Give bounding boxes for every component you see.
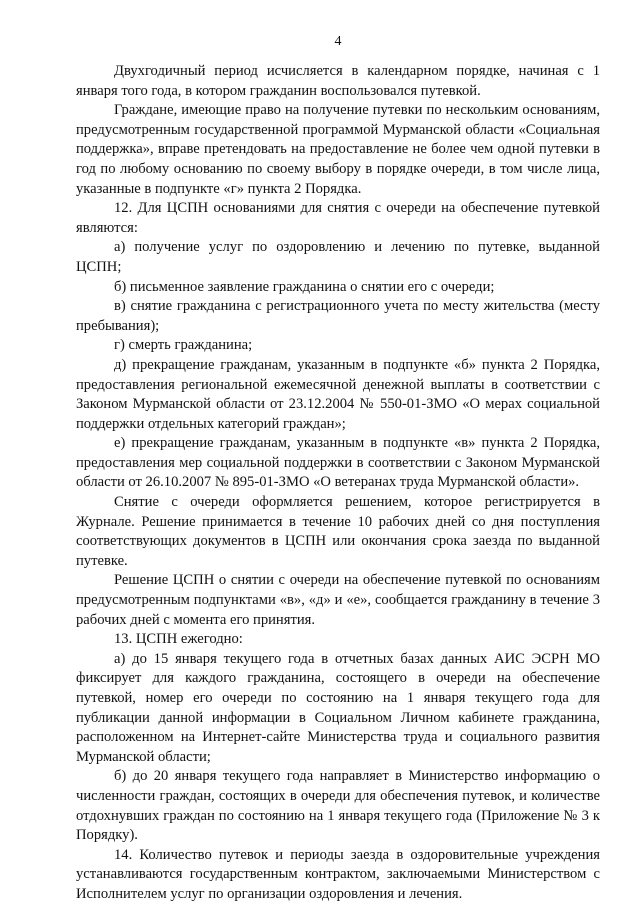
paragraph-6: в) снятие гражданина с регистрационного учета по месту жительства (месту пребывания);: [76, 298, 600, 334]
paragraph-12: 13. ЦСПН ежегодно:: [114, 631, 243, 648]
paragraph-2: Граждане, имеющие право на получение путевки по нескольким основаниям, предусмотренным государственной программой Мурманской области «Социальная поддержка», вправе претендовать на предоставление не более чем одной путевки в год по любому основанию по своему выбору в порядке очереди, в том числе лица, указанные в подпункте «г» пункта 2 Порядка.: [76, 102, 600, 197]
paragraph-5: б) письменное заявление гражданина о снятии его с очереди;: [114, 278, 495, 295]
paragraph-4: а) получение услуг по оздоровлению и лечению по путевке, выданной ЦСПН;: [76, 239, 600, 275]
paragraph-11: Решение ЦСПН о снятии с очереди на обеспечение путевкой по основаниям предусмотренным подпунктами «в», «д» и «е», сообщается гражданину в течение 3 рабочих дней с момента его принятия.: [76, 572, 600, 628]
paragraph-3: 12. Для ЦСПН основаниями для снятия с очереди на обеспечение путевкой являются:: [76, 200, 600, 236]
paragraph-7: г) смерть гражданина;: [114, 337, 253, 354]
paragraph-1: Двухгодичный период исчисляется в календарном порядке, начиная с 1 января того года, в котором гражданин воспользовался путевкой.: [76, 63, 600, 99]
paragraph-13: а) до 15 января текущего года в отчетных базах данных АИС ЭСРН МО фиксирует для каждого гражданина, состоящего в очереди на обеспечение путевкой, номер его очереди по состоянию на 1 января текущего года для публикации данной информации в Социальном Личном кабинете гражданина, расположенном на Интернет-сайте Министерства труда и социального развития Мурманской области;: [76, 650, 600, 765]
paragraph-15: 14. Количество путевок и периоды заезда в оздоровительные учреждения устанавливаются государственным контрактом, заключаемыми Министерством с Исполнителем услуг по организации оздоровления и лечения.: [76, 846, 600, 902]
paragraph-9: е) прекращение гражданам, указанным в подпункте «в» пункта 2 Порядка, предоставления мер социальной поддержки в соответствии с Законом Мурманской области от 26.10.2007 № 895-01-ЗМО «О ветеранах труда Мурманской области».: [76, 435, 600, 491]
page-number: 4: [334, 34, 342, 49]
paragraph-14: б) до 20 января текущего года направляет в Министерство информацию о численности граждан, состоящих в очереди для обеспечения путевок, и количестве отдохнувших граждан по состоянию на 1 января текущего года (Приложение № 3 к Порядку).: [76, 768, 600, 844]
paragraph-10: Снятие с очереди оформляется решением, которое регистрируется в Журнале. Решение принимается в течение 10 рабочих дней со дня поступления соответствующих документов в ЦСПН или окончания срока заезда по выданной путевке.: [76, 494, 600, 569]
paragraph-8: д) прекращение гражданам, указанным в подпункте «б» пункта 2 Порядка, предоставления региональной ежемесячной денежной выплаты в соответствии с Законом Мурманской области от 23.12.2004 № 550-01-ЗМО «О мерах социальной поддержки отдельных категорий граждан»;: [76, 356, 600, 432]
